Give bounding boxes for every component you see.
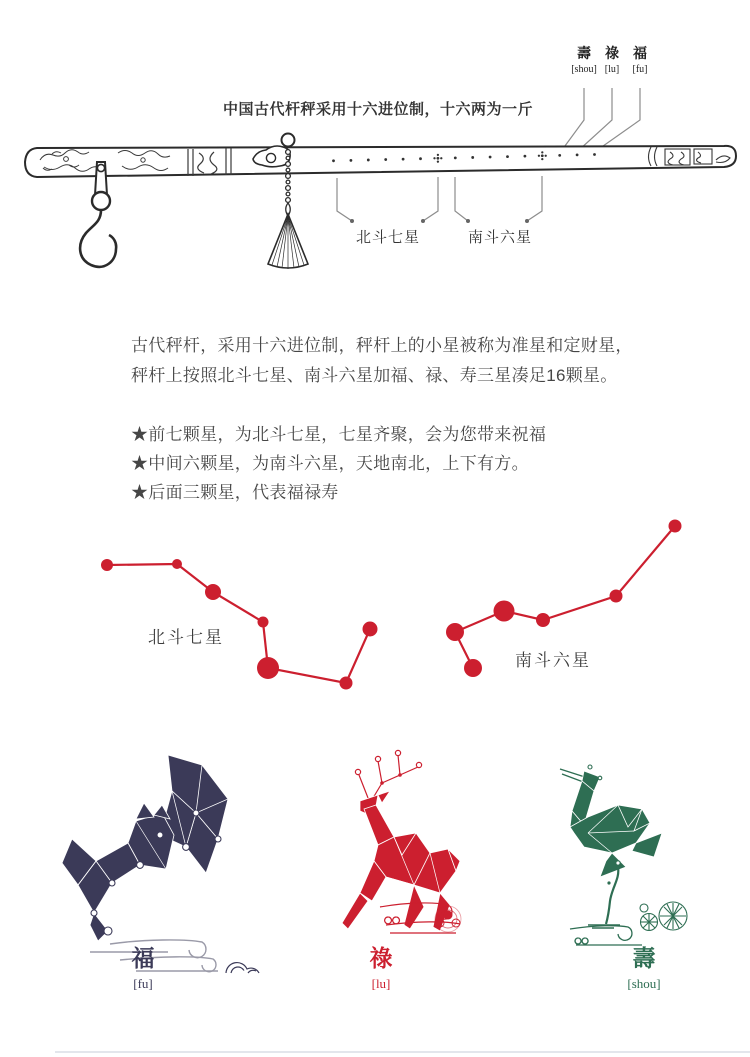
pointer-label-lu xyxy=(605,48,619,75)
pointer-label-fu xyxy=(633,48,648,75)
fulushou-pointer-lines xyxy=(562,88,640,151)
coin-wheels xyxy=(640,902,687,931)
description-bullets xyxy=(131,420,546,507)
lu-symbol-pinyin: [lu] xyxy=(371,976,391,991)
symbol-label-shou xyxy=(627,947,660,990)
fu-char: 福 xyxy=(633,47,647,62)
constellation-maps xyxy=(101,520,682,690)
deer-illustration xyxy=(342,750,461,933)
tassel-chain xyxy=(286,150,291,203)
pointer-label-shou xyxy=(571,48,597,75)
beam-label-beidou: 北斗七星 xyxy=(355,229,421,246)
nandou-bracket xyxy=(455,176,542,223)
bullet-2: ★中间六颗星，为南斗六星，天地南北，上下有方。 xyxy=(131,454,529,473)
steelyard-beam xyxy=(25,146,736,177)
beam-label-nandou: 南斗六星 xyxy=(467,229,533,246)
shou-pinyin: [shou] xyxy=(571,64,597,75)
antler-constellation xyxy=(355,750,421,803)
fu-symbol-pinyin: [fu] xyxy=(133,976,153,991)
crane-illustration xyxy=(560,765,687,945)
symbol-label-fu xyxy=(132,947,155,990)
shou-symbol-pinyin: [shou] xyxy=(627,976,661,991)
shou-char: 壽 xyxy=(577,47,591,62)
cloud-cluster xyxy=(226,963,259,973)
shou-symbol-char: 壽 xyxy=(632,946,656,971)
bullet-3: ★后面三颗星，代表福禄寿 xyxy=(131,483,339,502)
fu-pinyin: [fu] xyxy=(632,64,648,75)
tassel-fan xyxy=(268,214,308,269)
bat-illustration xyxy=(62,755,259,973)
lu-pinyin: [lu] xyxy=(604,64,620,75)
constellation-label-beidou: 北斗七星 xyxy=(148,628,224,647)
lu-char: 祿 xyxy=(604,47,619,62)
lu-symbol-char: 祿 xyxy=(369,946,393,971)
page-title: 中国古代杆秤采用十六进位制，十六两为一斤 xyxy=(222,101,534,118)
constellation-label-nandou: 南斗六星 xyxy=(515,651,591,670)
bottom-divider xyxy=(55,1051,750,1053)
fu-symbol-char: 福 xyxy=(131,946,155,971)
symbol-label-lu xyxy=(370,947,393,990)
bullet-1: ★前七颗星，为北斗七星，七星齐聚，会为您带来祝福 xyxy=(131,425,547,444)
wheel-spokes xyxy=(660,903,686,929)
beidou-bracket xyxy=(337,177,438,223)
cloud-flower xyxy=(435,906,461,932)
scale-hook xyxy=(80,162,116,267)
description-paragraph: 古代秤杆，采用十六进位制，秤杆上的小星被称为准星和定财星，秤杆上按照北斗七星、南斗六星加福、禄、寿三星凑足16颗星。 xyxy=(131,336,633,385)
